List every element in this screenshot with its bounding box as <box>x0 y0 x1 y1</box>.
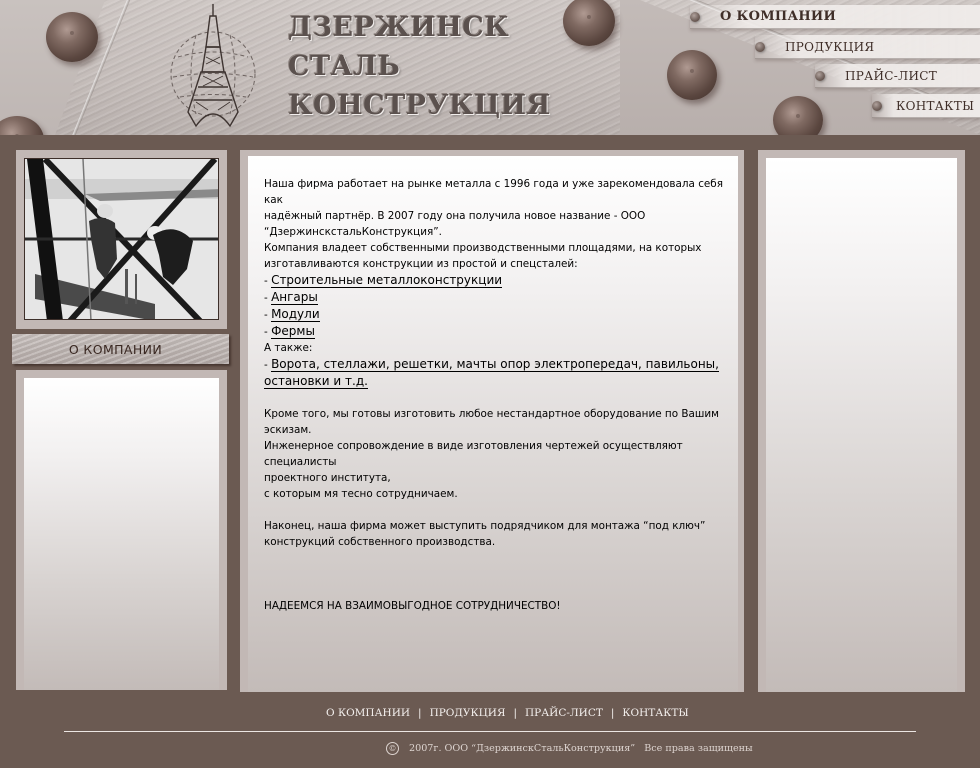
text-line: конструкций собственного производства. <box>264 536 496 548</box>
right-sidebar-box <box>758 150 965 692</box>
nav-item-products[interactable] <box>755 35 980 59</box>
link-gates-and-more[interactable]: Ворота, стеллажи, решетки, мачты опор электропередач, павильоны, <box>271 357 719 371</box>
bullet-dash: - <box>264 359 272 371</box>
about-text <box>264 176 734 614</box>
text-line: Кроме того, мы готовы изготовить любое нестандартное оборудование по Вашим эскизам. <box>264 408 719 436</box>
site-header <box>0 0 980 135</box>
sidebar-menu-about-button[interactable] <box>12 334 229 364</box>
text-line: “ДзержинскстальКонструкция”. <box>264 226 442 238</box>
main-content-panel <box>248 156 738 692</box>
product-list-item <box>264 356 734 373</box>
nav-item-about[interactable] <box>690 5 980 29</box>
sidebar-panel <box>24 378 219 690</box>
logo-line: ДЗЕРЖИНСК <box>288 12 510 43</box>
bullet-dash: - <box>264 292 272 304</box>
copyright-icon: © <box>386 742 399 755</box>
logo-line: КОНСТРУКЦИЯ <box>288 90 551 121</box>
sidebar-empty-box <box>16 370 227 690</box>
eiffel-tower-globe-icon <box>168 2 258 130</box>
right-sidebar-panel <box>766 158 957 692</box>
nav-label: ПРОДУКЦИЯ <box>785 39 875 54</box>
text-line: Инженерное сопровождение в виде изготовления чертежей осуществляют специалисты <box>264 440 683 468</box>
site-logo-title[interactable] <box>288 8 551 125</box>
footer-link-about[interactable]: О КОМПАНИИ <box>326 707 411 719</box>
rivet-icon <box>46 12 98 62</box>
text-line: изготавливаются конструкции из простой и спецсталей: <box>264 258 578 270</box>
link-modules[interactable]: Модули <box>271 307 320 321</box>
bullet-dash: - <box>264 326 272 338</box>
separator: | <box>513 707 517 719</box>
copyright <box>386 742 753 755</box>
product-list-item-cont <box>264 373 734 390</box>
footer-link-price-list[interactable]: ПРАЙС-ЛИСТ <box>524 707 603 719</box>
text-line: Компания владеет собственными производственными площадями, на которых <box>264 242 702 254</box>
link-hangars[interactable]: Ангары <box>271 290 318 304</box>
nav-label: О КОМПАНИИ <box>720 9 837 24</box>
bullet-icon <box>755 42 765 52</box>
bullet-dash: - <box>264 275 272 287</box>
footer-divider <box>64 731 916 732</box>
link-gates-and-more-cont[interactable]: остановки и т.д. <box>264 374 368 388</box>
product-list-item <box>264 272 734 289</box>
main-content-frame <box>240 150 744 692</box>
bullet-dash: - <box>264 309 272 321</box>
product-list-item <box>264 306 734 323</box>
rivet-icon <box>563 0 615 46</box>
footer-link-contacts[interactable]: КОНТАКТЫ <box>622 707 689 719</box>
logo-line: СТАЛЬ <box>288 51 401 82</box>
text-line: проектного института, <box>264 472 391 484</box>
sidebar-menu-label: О КОМПАНИИ <box>68 341 163 357</box>
rivet-icon <box>667 50 717 100</box>
nav-item-contacts[interactable] <box>872 94 980 118</box>
separator: | <box>418 707 422 719</box>
product-list-item <box>264 323 734 340</box>
rights-text: Все права защищены <box>644 743 753 754</box>
link-trusses[interactable]: Фермы <box>271 324 315 338</box>
closing-text: НАДЕЕМСЯ НА ВЗАИМОВЫГОДНОЕ СОТРУДНИЧЕСТВО! <box>264 600 561 612</box>
product-list-item <box>264 289 734 306</box>
text-line: с которым мя тесно сотрудничаем. <box>264 488 458 500</box>
bullet-icon <box>690 12 700 22</box>
nav-label: ПРАЙС-ЛИСТ <box>845 68 937 83</box>
bullet-icon <box>872 101 882 111</box>
text-line: Наконец, наша фирма может выступить подрядчиком для монтажа “под ключ” <box>264 520 706 532</box>
text-line: Наша фирма работает на рынке металла с 1996 года и уже зарекомендовала себя как <box>264 178 723 206</box>
copyright-text: 2007г. ООО “ДзержинскСтальКонструкция” <box>409 743 636 754</box>
footer-nav <box>326 707 689 719</box>
nav-item-price-list[interactable] <box>815 64 980 88</box>
sidebar-photo <box>24 158 219 320</box>
footer-link-products[interactable]: ПРОДУКЦИЯ <box>429 707 506 719</box>
bullet-icon <box>815 71 825 81</box>
sidebar-photo-frame <box>16 150 227 329</box>
nav-label: КОНТАКТЫ <box>896 98 975 113</box>
link-metal-structures[interactable]: Строительные металлоконструкции <box>271 273 503 287</box>
text-line: надёжный партнёр. В 2007 году она получила новое название - ООО <box>264 210 646 222</box>
separator: | <box>610 707 615 719</box>
also-label: А также: <box>264 342 313 354</box>
